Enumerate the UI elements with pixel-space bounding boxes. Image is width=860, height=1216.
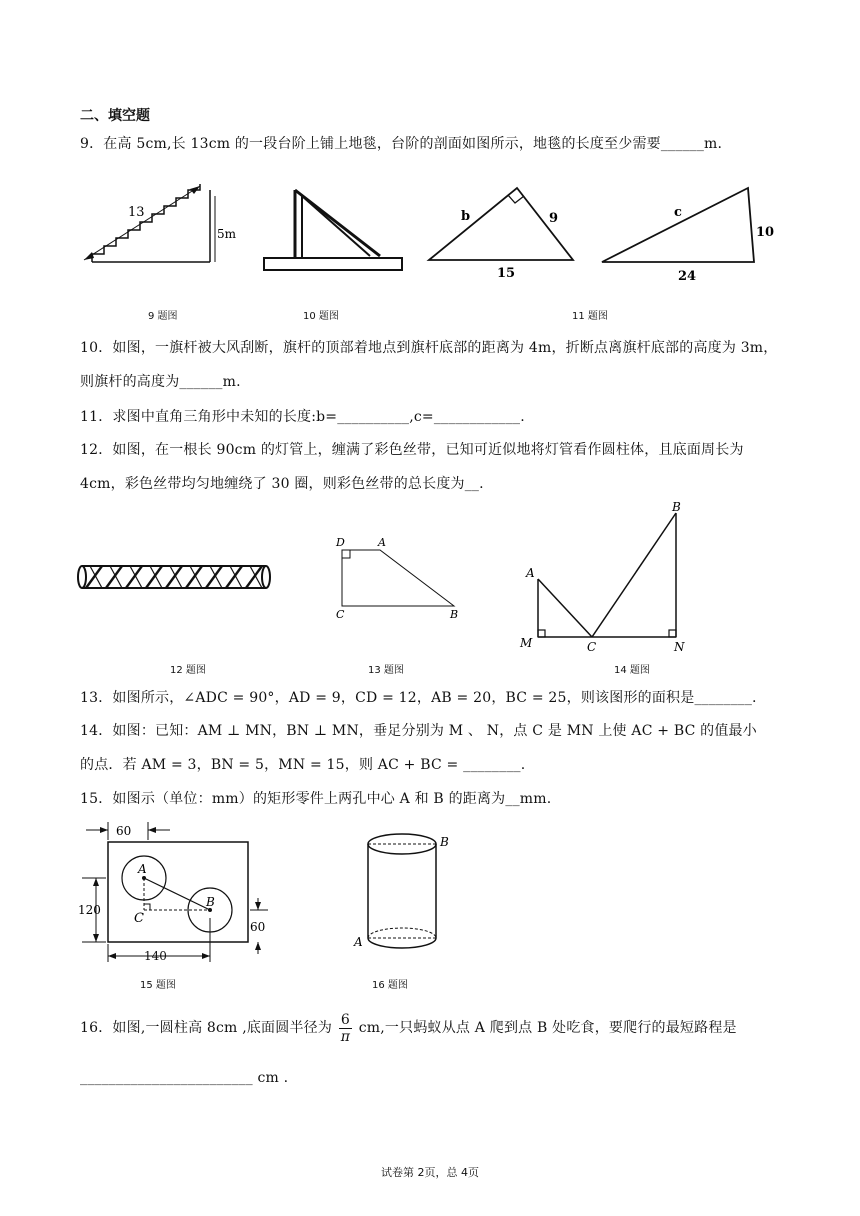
fig14-label-C: C bbox=[587, 640, 597, 654]
question-11: 11．求图中直角三角形中未知的长度:b=__________,c=____________. bbox=[80, 409, 525, 425]
section-title: 二、填空题 bbox=[80, 108, 150, 124]
fig14-label-B: B bbox=[672, 500, 681, 514]
fig16-label-A: A bbox=[354, 935, 363, 949]
question-15: 15．如图示（单位：mm）的矩形零件上两孔中心 A 和 B 的距离为__mm. bbox=[80, 791, 552, 807]
question-10-line2: 则旗杆的高度为______m. bbox=[80, 374, 241, 390]
page-footer: 试卷第 2页，总 4页 bbox=[381, 1166, 479, 1179]
caption-14: 14 题图 bbox=[614, 665, 650, 676]
fig9-label-5m: 5m bbox=[217, 227, 237, 241]
fig13-label-B: B bbox=[450, 608, 459, 621]
figure-13-quadrilateral bbox=[330, 532, 465, 624]
caption-11: 11 题图 bbox=[572, 311, 608, 322]
fig15-label-60-right: 60 bbox=[250, 920, 266, 934]
fig15-label-140: 140 bbox=[144, 949, 167, 963]
fig16-label-B: B bbox=[440, 835, 449, 849]
fig11-label-24: 24 bbox=[678, 269, 697, 284]
question-13: 13．如图所示，∠ADC = 90°，AD = 9，CD = 12，AB = 20，BC = 25，则该图形的面积是________. bbox=[80, 690, 757, 706]
figure-15-part bbox=[78, 818, 270, 970]
fig15-label-60-top: 60 bbox=[116, 824, 132, 838]
question-16-post: cm,一只蚂蚁从点 A 爬到点 B 处吃食，要爬行的最短路程是 bbox=[358, 1020, 737, 1036]
fig15-label-B: B bbox=[206, 895, 215, 909]
caption-10: 10 题图 bbox=[303, 311, 339, 322]
question-14-line2: 的点．若 AM = 3，BN = 5，MN = 15，则 AC + BC = ________. bbox=[80, 757, 526, 773]
fig9-label-13: 13 bbox=[128, 205, 145, 220]
fig13-label-C: C bbox=[336, 608, 345, 621]
fig15-label-120: 120 bbox=[78, 903, 101, 917]
caption-13: 13 题图 bbox=[368, 665, 404, 676]
question-10-line1: 10．如图，一旗杆被大风刮断，旗杆的顶部着地点到旗杆底部的距离为 4m，折断点离旗杆底部的高度为 3m， bbox=[80, 340, 778, 356]
caption-12: 12 题图 bbox=[170, 665, 206, 676]
fig11-label-c: c bbox=[674, 205, 682, 220]
fig14-label-M: M bbox=[520, 636, 533, 650]
caption-9: 9 题图 bbox=[148, 311, 178, 322]
figure-11-triangle-b bbox=[425, 184, 580, 279]
fig15-label-A: A bbox=[138, 862, 147, 876]
fraction-numerator: 6 bbox=[339, 1012, 352, 1029]
fig14-label-A: A bbox=[526, 566, 535, 580]
fig13-label-D: D bbox=[336, 536, 345, 549]
figure-16-cylinder bbox=[352, 828, 462, 952]
fig13-label-A: A bbox=[378, 536, 386, 549]
caption-16: 16 题图 bbox=[372, 980, 408, 991]
figure-9-staircase bbox=[80, 180, 237, 275]
question-14-line1: 14．如图：已知：AM ⊥ MN，BN ⊥ MN，垂足分别为 M 、 N，点 C 是 MN 上使 AC + BC 的值最小 bbox=[80, 723, 757, 739]
figure-14-geometry bbox=[516, 497, 696, 657]
question-12-line1: 12．如图，在一根长 90cm 的灯管上，缠满了彩色丝带，已知可近似地将灯管看作圆柱体，且底面周长为 bbox=[80, 442, 744, 458]
question-16-line2: ________________________ cm . bbox=[80, 1070, 289, 1086]
caption-15: 15 题图 bbox=[140, 980, 176, 991]
question-16-fraction bbox=[339, 1012, 352, 1045]
question-16-pre: 16．如图,一圆柱高 8cm ,底面圆半径为 bbox=[80, 1020, 333, 1036]
question-12-line2: 4cm，彩色丝带均匀地缠绕了 30 圈，则彩色丝带的总长度为__. bbox=[80, 476, 484, 492]
figure-10-flagpole bbox=[262, 186, 407, 276]
fraction-denominator: π bbox=[340, 1028, 351, 1045]
fig15-label-C: C bbox=[134, 911, 144, 926]
figure-11-triangle-c bbox=[598, 186, 783, 282]
fig11-label-b: b bbox=[461, 209, 471, 224]
figure-12-tube bbox=[76, 560, 274, 594]
question-16-line1 bbox=[80, 1010, 780, 1050]
fig11-label-15: 15 bbox=[497, 266, 516, 281]
fig11-label-9: 9 bbox=[549, 211, 559, 226]
question-9: 9．在高 5cm,长 13cm 的一段台阶上铺上地毯，台阶的剖面如图所示，地毯的长度至少需要______m. bbox=[80, 136, 723, 152]
fig11-label-10: 10 bbox=[756, 225, 775, 240]
fig14-label-N: N bbox=[674, 640, 685, 654]
